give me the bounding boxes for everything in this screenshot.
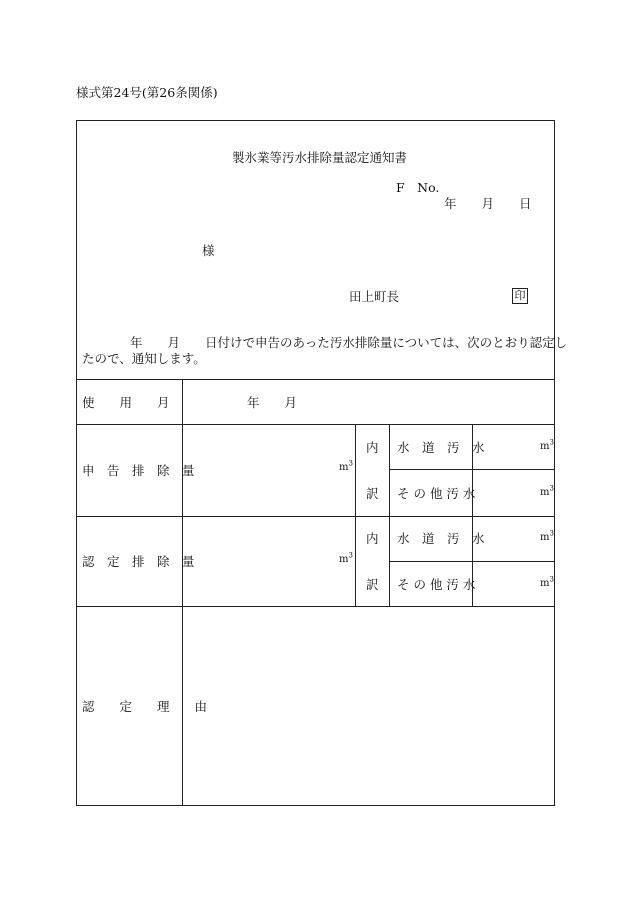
notice-line-1: 年 月 日付けで申告のあった汚水排除量については、次のとおり認定し	[130, 335, 568, 350]
issuer-name: 田上町長	[349, 289, 400, 304]
certified-other-unit: $m^3$	[540, 575, 554, 589]
row-divider	[76, 516, 555, 517]
row-divider	[76, 606, 555, 607]
certification-reason-field[interactable]	[184, 608, 554, 804]
document-title: 製氷業等汚水排除量認定通知書	[232, 150, 408, 165]
seal-mark: 印	[512, 288, 528, 304]
certified-other-label: そ の 他 汚 水	[397, 577, 476, 592]
declared-water-label: 水 道 汚 水	[397, 440, 485, 455]
certified-water-label: 水 道 汚 水	[397, 531, 485, 546]
certified-water-unit: $m^3$	[540, 529, 554, 543]
declared-breakdown-bottom: 訳	[366, 486, 379, 501]
issue-date: 年 月 日	[444, 196, 532, 211]
declared-breakdown-top: 内	[366, 440, 379, 455]
declared-other-label: そ の 他 汚 水	[397, 486, 476, 501]
document-number: F No.	[396, 180, 440, 195]
table-top-border	[76, 379, 555, 380]
declared-other-unit: $m^3$	[540, 484, 554, 498]
column-divider	[355, 424, 356, 606]
certified-breakdown-bottom: 訳	[366, 577, 379, 592]
notice-line-2: たので、通知します。	[82, 351, 206, 366]
certified-amount-unit: $m^3$	[339, 551, 353, 565]
column-divider	[389, 424, 390, 606]
addressee-suffix: 様	[202, 243, 215, 258]
usage-month-value: 年 月	[247, 395, 298, 410]
column-divider	[182, 379, 183, 806]
form-number-label: 様式第24号(第26条関係)	[76, 85, 218, 100]
certification-reason-label: 認 定 理 由	[82, 699, 208, 714]
certified-breakdown-top: 内	[366, 531, 379, 546]
declared-water-unit: $m^3$	[540, 438, 554, 452]
certified-amount-label: 認 定 排 除 量	[82, 554, 195, 569]
declared-amount-label: 申 告 排 除 量	[82, 463, 195, 478]
usage-month-label: 使 用 月	[82, 395, 170, 410]
declared-amount-unit: $m^3$	[339, 459, 353, 473]
row-divider	[76, 424, 555, 425]
